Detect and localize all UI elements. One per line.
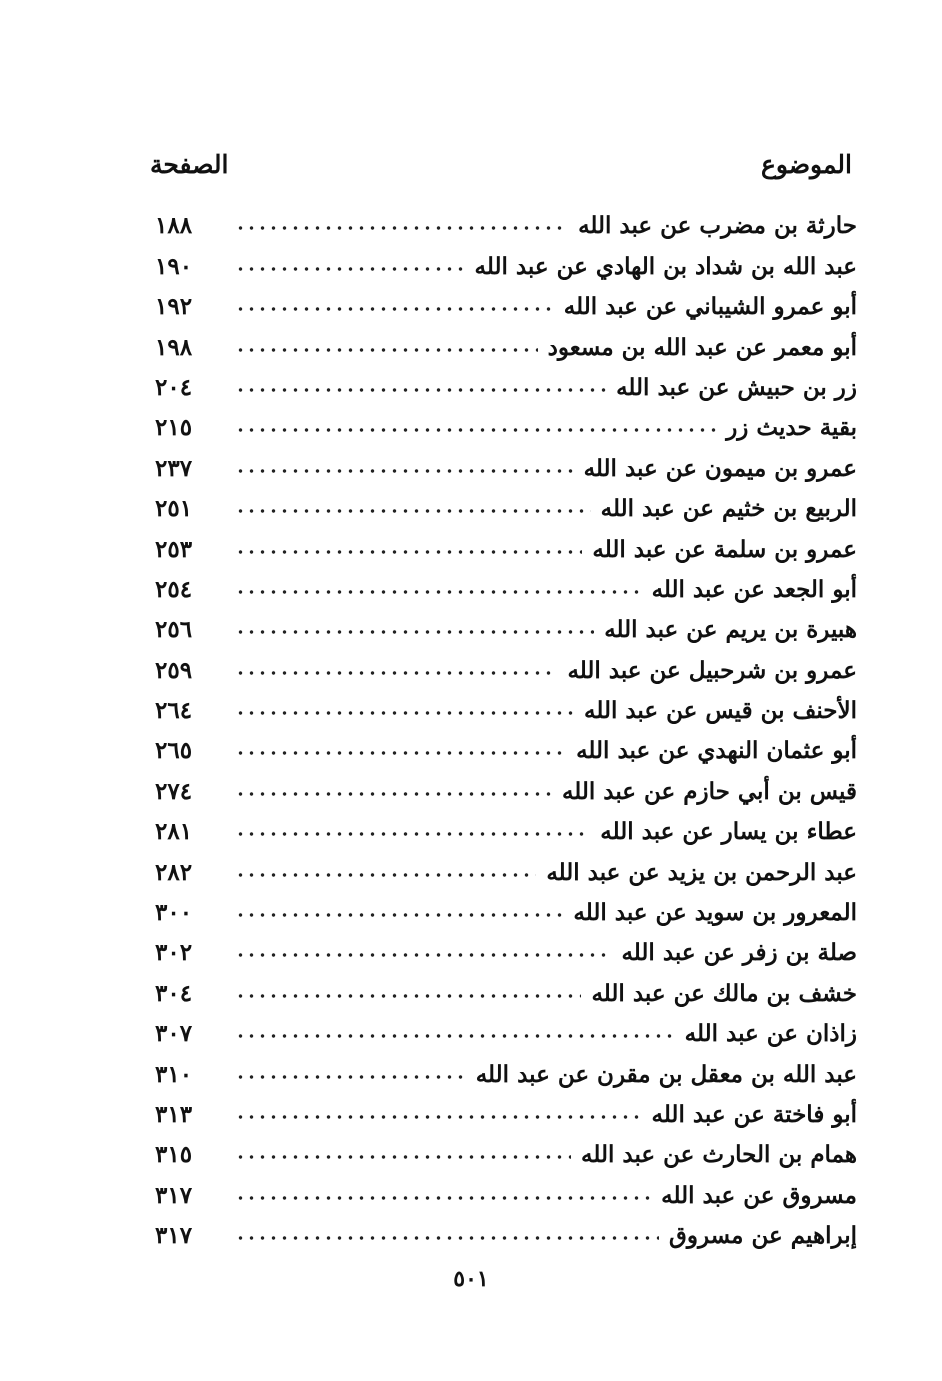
toc-entry (155, 647, 857, 687)
dot-leader (235, 666, 557, 680)
toc-entry (155, 849, 857, 889)
entry-title: أبو معمر عن عبد الله بن مسعود (547, 333, 857, 361)
entry-page-number: ٣١٧ (155, 1181, 193, 1209)
entry-title: صلة بن زفر عن عبد الله (621, 939, 857, 967)
entry-page-number: ٣١٠ (155, 1060, 193, 1088)
dot-leader (235, 908, 563, 922)
dot-leader (235, 1231, 659, 1245)
dot-leader (235, 1150, 571, 1164)
topic-column-heading: الموضوع (761, 150, 852, 179)
entry-page-number: ١٩٠ (155, 252, 193, 280)
toc-entry (155, 486, 857, 526)
entry-title: هبيرة بن يريم عن عبد الله (604, 616, 857, 644)
toc-entry (155, 567, 857, 607)
table-of-contents (155, 203, 857, 1253)
dot-leader (235, 948, 611, 962)
entry-title: عطاء بن يسار عن عبد الله (600, 818, 857, 846)
dot-leader (235, 383, 606, 397)
entry-title: عبد الرحمن بن يزيد عن عبد الله (546, 858, 857, 886)
dot-leader (235, 545, 582, 559)
toc-entry (155, 1172, 857, 1212)
dot-leader (235, 302, 554, 316)
dot-leader (235, 221, 568, 235)
entry-title: خشف بن مالك عن عبد الله (591, 979, 857, 1007)
entry-title: أبو عثمان النهدي عن عبد الله (576, 737, 857, 765)
entry-page-number: ١٩٨ (155, 333, 193, 361)
entry-page-number: ٢٠٤ (155, 373, 193, 401)
dot-leader (235, 504, 591, 518)
page-column-heading: الصفحة (150, 150, 229, 179)
entry-title: عبد الله بن معقل بن مقرن عن عبد الله (475, 1060, 857, 1088)
entry-title: عمرو بن ميمون عن عبد الله (583, 454, 857, 482)
entry-page-number: ٢٥٩ (155, 656, 193, 684)
entry-title: همام بن الحارث عن عبد الله (581, 1141, 857, 1169)
toc-entry (155, 1051, 857, 1091)
entry-title: زاذان عن عبد الله (684, 1020, 857, 1048)
entry-page-number: ٣١٧ (155, 1222, 193, 1250)
dot-leader (235, 625, 594, 639)
entry-page-number: ١٨٨ (155, 212, 193, 240)
dot-leader (235, 1110, 641, 1124)
entry-title: أبو فاختة عن عبد الله (651, 1100, 857, 1128)
toc-entry (155, 688, 857, 728)
dot-leader (235, 868, 536, 882)
entry-page-number: ٢١٥ (155, 414, 193, 442)
toc-entry (155, 728, 857, 768)
dot-leader (235, 1029, 675, 1043)
toc-entry (155, 768, 857, 808)
dot-leader (235, 827, 590, 841)
entry-title: عمرو بن شرحبيل عن عبد الله (567, 656, 857, 684)
entry-title: عبد الله بن شداد بن الهادي عن عبد الله (474, 252, 857, 280)
entry-page-number: ٢٨١ (155, 818, 193, 846)
entry-page-number: ١٩٢ (155, 293, 193, 321)
toc-entry (155, 365, 857, 405)
toc-entry (155, 243, 857, 283)
entry-title: الربيع بن خثيم عن عبد الله (600, 495, 857, 523)
entry-page-number: ٢٣٧ (155, 454, 193, 482)
toc-entry (155, 809, 857, 849)
toc-entry (155, 203, 857, 243)
dot-leader (235, 423, 716, 437)
entry-title: زر بن حبيش عن عبد الله (616, 373, 857, 401)
dot-leader (235, 787, 552, 801)
dot-leader (235, 746, 566, 760)
entry-title: عمرو بن سلمة عن عبد الله (592, 535, 857, 563)
dot-leader (235, 1191, 651, 1205)
dot-leader (235, 262, 465, 276)
toc-entry (155, 324, 857, 364)
dot-leader (235, 989, 581, 1003)
toc-entry (155, 1132, 857, 1172)
entry-title: المعرور بن سويد عن عبد الله (573, 899, 857, 927)
entry-page-number: ٢٨٢ (155, 858, 193, 886)
toc-entry (155, 405, 857, 445)
page-number: ٥٠١ (453, 1266, 489, 1292)
dot-leader (235, 343, 538, 357)
entry-page-number: ٣١٣ (155, 1100, 193, 1128)
toc-entry (155, 930, 857, 970)
entry-page-number: ٣٠٤ (155, 979, 193, 1007)
dot-leader (235, 706, 574, 720)
entry-page-number: ٣١٥ (155, 1141, 193, 1169)
toc-entry (155, 526, 857, 566)
toc-entry (155, 1011, 857, 1051)
toc-entry (155, 890, 857, 930)
entry-page-number: ٣٠٢ (155, 939, 193, 967)
entry-page-number: ٣٠٧ (155, 1020, 193, 1048)
toc-entry (155, 284, 857, 324)
entry-page-number: ٣٠٠ (155, 899, 193, 927)
entry-page-number: ٢٥٦ (155, 616, 193, 644)
toc-entry (155, 1213, 857, 1253)
entry-page-number: ٢٧٤ (155, 777, 193, 805)
entry-title: بقية حديث زر (726, 414, 857, 442)
dot-leader (235, 1070, 466, 1084)
toc-entry (155, 970, 857, 1010)
toc-entry (155, 1092, 857, 1132)
toc-entry (155, 445, 857, 485)
toc-header (150, 150, 852, 190)
toc-entry (155, 607, 857, 647)
entry-title: إبراهيم عن مسروق (669, 1222, 857, 1250)
dot-leader (235, 464, 574, 478)
entry-title: مسروق عن عبد الله (661, 1181, 857, 1209)
entry-title: قيس بن أبي حازم عن عبد الله (561, 777, 857, 805)
entry-page-number: ٢٥١ (155, 495, 193, 523)
entry-page-number: ٢٥٤ (155, 575, 193, 603)
entry-page-number: ٢٥٣ (155, 535, 193, 563)
entry-page-number: ٢٦٥ (155, 737, 193, 765)
entry-title: الأحنف بن قيس عن عبد الله (584, 697, 857, 725)
dot-leader (235, 585, 642, 599)
entry-title: أبو عمرو الشيباني عن عبد الله (563, 293, 857, 321)
entry-title: حارثة بن مضرب عن عبد الله (578, 212, 857, 240)
entry-page-number: ٢٦٤ (155, 697, 193, 725)
entry-title: أبو الجعد عن عبد الله (651, 575, 857, 603)
